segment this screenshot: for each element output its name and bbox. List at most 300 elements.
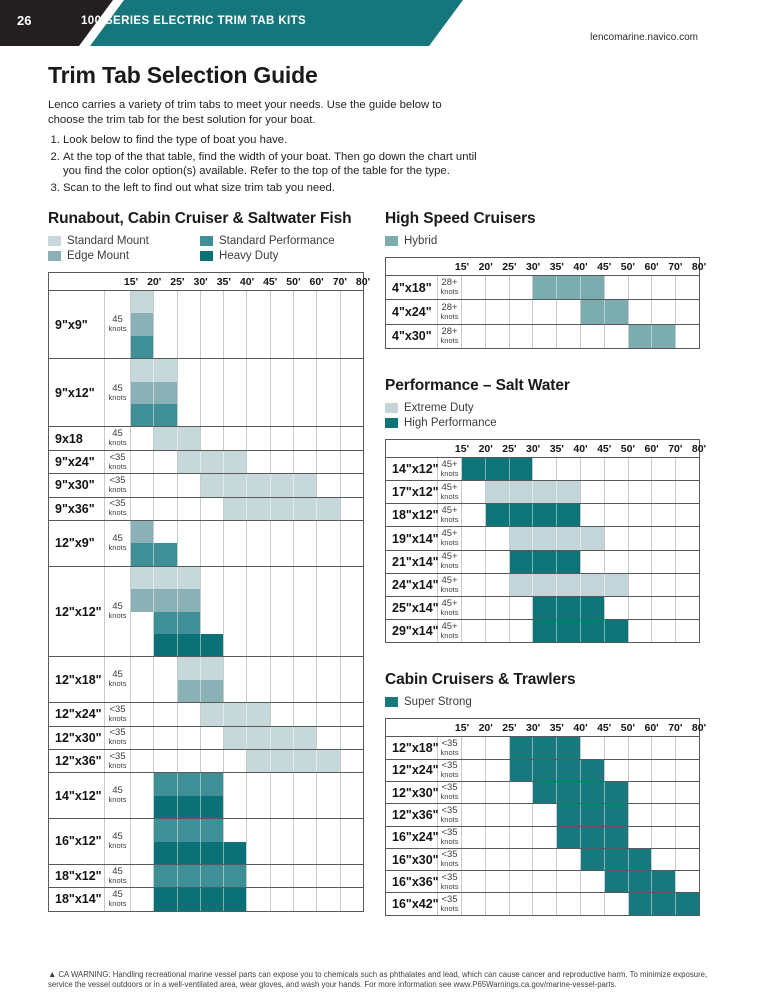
speed-label — [438, 300, 462, 323]
grid-cell — [604, 276, 628, 299]
speed-unit: knots — [440, 770, 459, 780]
grid-cell — [316, 359, 339, 381]
grid-cell — [200, 313, 223, 335]
boat-length-tick: 20' — [478, 442, 493, 455]
grid-cell — [293, 634, 316, 656]
boat-length-tick: 50' — [620, 261, 635, 273]
grid-cell — [246, 842, 269, 864]
grid-cell — [270, 589, 293, 611]
tab-size-label: 4"x18" — [386, 276, 438, 299]
band-subrow — [131, 865, 363, 887]
speed-value: 45 — [112, 382, 123, 394]
selection-table — [385, 257, 707, 349]
grid-cell — [604, 325, 628, 348]
grid-cell — [293, 382, 316, 404]
grid-cell — [509, 782, 533, 803]
grid-cell — [651, 300, 675, 323]
grid-cell — [532, 893, 556, 914]
grid-cell — [556, 325, 580, 348]
table-row — [49, 749, 363, 772]
speed-label — [438, 597, 462, 619]
boat-length-tick: 30' — [526, 442, 541, 455]
band-subrow — [131, 727, 363, 749]
coverage-band-cell — [509, 458, 533, 480]
boat-length-tick: 20' — [478, 722, 493, 735]
grid-cell — [223, 359, 246, 381]
coverage-band-cell — [509, 504, 533, 526]
grid-cell — [246, 567, 269, 589]
grid-cell — [270, 404, 293, 426]
grid-cell — [340, 634, 363, 656]
grid-cell — [340, 888, 363, 910]
grid-cell — [628, 300, 652, 323]
grid-cell — [316, 291, 339, 313]
legend-label: Standard Performance — [219, 235, 335, 247]
coverage-band-cell — [580, 849, 604, 870]
speed-value: 45 — [112, 831, 123, 843]
coverage-band-cell — [556, 276, 580, 299]
grid-cell — [131, 888, 153, 910]
grid-cell — [153, 727, 176, 749]
grid-cell — [651, 458, 675, 480]
grid-cell — [675, 300, 699, 323]
grid-cell — [223, 750, 246, 772]
website-url: lencomarine.navico.com — [590, 32, 698, 43]
speed-label — [438, 871, 462, 892]
legend-label: Super Strong — [404, 696, 472, 709]
tab-size-label: 17"x12" — [386, 481, 438, 503]
grid-cell — [532, 849, 556, 870]
coverage-band-cell — [200, 657, 223, 679]
grid-cell — [200, 589, 223, 611]
row-data-area — [462, 574, 699, 596]
speed-value: <35 — [109, 704, 126, 716]
speed-label — [438, 782, 462, 803]
grid-cell — [293, 773, 316, 795]
tab-size-label: 4"x24" — [386, 300, 438, 323]
section-runabout — [48, 210, 371, 912]
grid-cell — [177, 313, 200, 335]
speed-unit: knots — [440, 491, 459, 501]
speed-unit: knots — [440, 468, 459, 478]
grid-cell — [177, 382, 200, 404]
speed-unit: knots — [108, 461, 127, 471]
coverage-band-cell — [556, 804, 580, 825]
coverage-band-cell — [200, 842, 223, 864]
boat-length-tick: 80' — [691, 442, 707, 455]
grid-cell — [340, 680, 363, 702]
grid-cell — [200, 359, 223, 381]
coverage-band-cell — [223, 498, 246, 520]
grid-cell — [675, 871, 699, 892]
speed-unit: knots — [440, 287, 459, 297]
row-data-area — [131, 865, 363, 887]
grid-cell — [153, 703, 176, 725]
grid-cell — [340, 612, 363, 634]
grid-cell — [316, 657, 339, 679]
left-column — [48, 210, 371, 912]
grid-cell — [246, 888, 269, 910]
coverage-band-cell — [131, 404, 153, 426]
grid-cell — [340, 313, 363, 335]
grid-cell — [293, 404, 316, 426]
table-row — [386, 573, 699, 596]
speed-unit: knots — [440, 561, 459, 571]
coverage-band-cell — [293, 750, 316, 772]
legend — [385, 235, 700, 247]
grid-cell — [462, 827, 485, 848]
band-subrow — [131, 750, 363, 772]
speed-label — [438, 458, 462, 480]
row-data-area — [131, 291, 363, 358]
grid-cell — [293, 313, 316, 335]
grid-cell — [131, 842, 153, 864]
coverage-band-cell — [223, 865, 246, 887]
coverage-band-cell — [509, 551, 533, 573]
speed-label — [438, 737, 462, 758]
band-subrow — [131, 427, 363, 449]
grid-cell — [246, 521, 269, 543]
edge_mount-swatch — [48, 251, 61, 261]
boat-length-tick: 35' — [216, 276, 231, 288]
row-data-area — [462, 325, 699, 348]
speed-value: 45+ — [441, 621, 458, 633]
grid-cell — [580, 737, 604, 758]
grid-cell — [462, 527, 485, 549]
grid-cell — [293, 543, 316, 565]
coverage-band-cell — [604, 804, 628, 825]
coverage-band-cell — [532, 551, 556, 573]
grid-cell — [200, 612, 223, 634]
coverage-band-cell — [131, 313, 153, 335]
coverage-band-cell — [177, 865, 200, 887]
coverage-band-cell — [177, 451, 200, 473]
grid-cell — [270, 680, 293, 702]
grid-cell — [316, 773, 339, 795]
grid-cell — [200, 336, 223, 358]
grid-cell — [200, 498, 223, 520]
coverage-band-cell — [223, 703, 246, 725]
row-data-area — [462, 849, 699, 870]
tab-size-label: 16"x30" — [386, 849, 438, 870]
grid-cell — [177, 359, 200, 381]
grid-cell — [485, 849, 509, 870]
coverage-band-cell — [604, 620, 628, 642]
speed-value: <35 — [109, 475, 126, 487]
grid-cell — [340, 589, 363, 611]
grid-cell — [340, 521, 363, 543]
table-row — [386, 826, 699, 848]
section-high-speed — [385, 210, 707, 349]
grid-cell — [604, 737, 628, 758]
speed-label — [105, 750, 131, 772]
row-data-area — [462, 551, 699, 573]
grid-cell — [246, 589, 269, 611]
table-row — [49, 818, 363, 864]
speed-value: <35 — [441, 871, 458, 883]
grid-cell — [316, 888, 339, 910]
speed-label — [105, 291, 131, 358]
speed-label — [438, 849, 462, 870]
grid-cell — [532, 300, 556, 323]
coverage-band-cell — [532, 504, 556, 526]
grid-cell — [270, 359, 293, 381]
grid-cell — [509, 300, 533, 323]
grid-cell — [485, 527, 509, 549]
speed-unit: knots — [108, 714, 127, 724]
grid-cell — [651, 276, 675, 299]
grid-cell — [246, 657, 269, 679]
grid-cell — [485, 597, 509, 619]
speed-value: 28+ — [441, 277, 458, 289]
coverage-band-cell — [293, 474, 316, 496]
coverage-band-cell — [509, 737, 533, 758]
speed-label — [438, 893, 462, 914]
row-data-area — [131, 888, 363, 910]
coverage-band-cell — [177, 796, 200, 818]
boat-length-tick: 45' — [597, 261, 612, 273]
standard_performance-swatch — [200, 236, 213, 246]
grid-cell — [485, 620, 509, 642]
grid-cell — [270, 567, 293, 589]
grid-cell — [675, 276, 699, 299]
coverage-band-cell — [580, 620, 604, 642]
boat-length-tick: 30' — [193, 276, 208, 288]
coverage-band-cell — [131, 567, 153, 589]
grid-cell — [200, 404, 223, 426]
grid-cell — [153, 474, 176, 496]
grid-cell — [628, 458, 652, 480]
coverage-band-cell — [580, 804, 604, 825]
speed-label — [438, 551, 462, 573]
row-data-area — [131, 819, 363, 864]
grid-cell — [340, 543, 363, 565]
coverage-band-cell — [153, 567, 176, 589]
grid-cell — [462, 481, 485, 503]
speed-value: 45 — [112, 785, 123, 797]
grid-cell — [316, 543, 339, 565]
grid-cell — [675, 804, 699, 825]
coverage-band-cell — [485, 481, 509, 503]
boat-length-tick: 80' — [355, 276, 371, 288]
grid-cell — [223, 521, 246, 543]
coverage-band-cell — [293, 498, 316, 520]
coverage-band-cell — [604, 300, 628, 323]
grid-cell — [462, 504, 485, 526]
grid-cell — [604, 481, 628, 503]
table-row — [49, 702, 363, 725]
coverage-band-cell — [580, 527, 604, 549]
band-subrow — [131, 888, 363, 910]
grid-cell — [246, 634, 269, 656]
table-row — [49, 566, 363, 657]
coverage-band-cell — [177, 427, 200, 449]
coverage-band-cell — [153, 543, 176, 565]
grid-cell — [340, 427, 363, 449]
boat-length-tick: 15' — [454, 261, 470, 273]
grid-cell — [340, 703, 363, 725]
grid-cell — [177, 703, 200, 725]
tab-size-label: 9"x36" — [49, 498, 105, 520]
grid-cell — [532, 827, 556, 848]
boat-length-tick: 40' — [239, 276, 255, 288]
tab-size-label: 21"x14" — [386, 551, 438, 573]
legend-item-edge_mount — [48, 250, 200, 262]
coverage-band-cell — [131, 521, 153, 543]
coverage-band-cell — [604, 849, 628, 870]
boat-length-tick: 70' — [332, 276, 347, 288]
coverage-band-cell — [200, 888, 223, 910]
band-subrow — [131, 796, 363, 818]
grid-cell — [509, 804, 533, 825]
coverage-band-cell — [556, 527, 580, 549]
high_performance-swatch — [385, 418, 398, 428]
coverage-band-cell — [651, 871, 675, 892]
speed-value: 45 — [112, 669, 123, 681]
coverage-band-cell — [509, 760, 533, 781]
grid-cell — [270, 819, 293, 841]
grid-cell — [177, 521, 200, 543]
speed-unit: knots — [108, 760, 127, 770]
speed-value: 45+ — [441, 481, 458, 493]
coverage-band-cell — [153, 888, 176, 910]
coverage-band-cell — [177, 567, 200, 589]
grid-cell — [223, 634, 246, 656]
band-subrow — [462, 597, 699, 619]
grid-cell — [509, 849, 533, 870]
boat-length-tick: 60' — [644, 442, 659, 455]
coverage-band-cell — [509, 527, 533, 549]
speed-unit: knots — [108, 324, 127, 334]
page-number: 26 — [17, 13, 32, 28]
grid-cell — [270, 336, 293, 358]
speed-value: 45+ — [441, 574, 458, 586]
speed-label — [105, 451, 131, 473]
intro-description: Lenco carries a variety of trim tabs to meet your needs. Use the guide below to choose the trim tab for the best solution for your boat. — [48, 99, 442, 126]
coverage-band-cell — [131, 543, 153, 565]
speed-label — [105, 865, 131, 887]
speed-unit: knots — [108, 392, 127, 402]
coverage-band-cell — [651, 325, 675, 348]
tab-size-label: 19"x14" — [386, 527, 438, 549]
table-row — [386, 550, 699, 573]
section-cabin-trawlers — [385, 671, 707, 915]
grid-cell — [340, 498, 363, 520]
grid-cell — [293, 796, 316, 818]
table-row — [49, 520, 363, 566]
speed-value: 45 — [112, 533, 123, 545]
legend-item-standard_performance — [200, 235, 364, 247]
coverage-band-cell — [580, 597, 604, 619]
grid-cell — [340, 819, 363, 841]
table-row — [386, 892, 699, 914]
grid-cell — [246, 359, 269, 381]
grid-cell — [651, 804, 675, 825]
coverage-band-cell — [532, 620, 556, 642]
grid-cell — [223, 796, 246, 818]
grid-cell — [270, 796, 293, 818]
grid-cell — [246, 451, 269, 473]
speed-value: 45 — [112, 314, 123, 326]
boat-length-tick: 25' — [502, 722, 517, 735]
grid-cell — [651, 760, 675, 781]
grid-cell — [293, 359, 316, 381]
legend-item-high_performance — [385, 417, 700, 429]
coverage-band-cell — [153, 865, 176, 887]
grid-cell — [131, 865, 153, 887]
grid-cell — [131, 634, 153, 656]
grid-cell — [651, 737, 675, 758]
tab-size-label: 12"x30" — [386, 782, 438, 803]
grid-cell — [177, 727, 200, 749]
grid-cell — [675, 325, 699, 348]
coverage-band-cell — [532, 760, 556, 781]
coverage-band-cell — [131, 589, 153, 611]
grid-cell — [651, 574, 675, 596]
grid-cell — [675, 481, 699, 503]
grid-cell — [556, 871, 580, 892]
band-subrow — [462, 551, 699, 573]
coverage-band-cell — [246, 498, 269, 520]
grid-cell — [270, 634, 293, 656]
row-data-area — [462, 760, 699, 781]
grid-cell — [485, 325, 509, 348]
grid-cell — [509, 871, 533, 892]
grid-cell — [509, 325, 533, 348]
grid-cell — [316, 796, 339, 818]
grid-cell — [340, 474, 363, 496]
grid-cell — [509, 597, 533, 619]
grid-cell — [223, 657, 246, 679]
coverage-band-cell — [532, 574, 556, 596]
grid-cell — [270, 865, 293, 887]
boat-length-tick: 35' — [549, 722, 564, 735]
speed-value: 45+ — [441, 505, 458, 517]
grid-cell — [580, 871, 604, 892]
coverage-band-cell — [153, 382, 176, 404]
grid-cell — [200, 521, 223, 543]
grid-cell — [628, 760, 652, 781]
table-row — [386, 737, 699, 758]
grid-cell — [462, 551, 485, 573]
grid-cell — [462, 893, 485, 914]
boat-length-tick: 30' — [526, 261, 541, 273]
grid-cell — [293, 888, 316, 910]
grid-cell — [556, 893, 580, 914]
speed-value: <35 — [441, 804, 458, 816]
grid-cell — [340, 567, 363, 589]
grid-cell — [200, 291, 223, 313]
grid-cell — [485, 276, 509, 299]
boat-length-tick: 45' — [263, 276, 278, 288]
grid-cell — [131, 727, 153, 749]
coverage-band-cell — [293, 727, 316, 749]
speed-label — [105, 521, 131, 566]
grid-cell — [340, 404, 363, 426]
tab-size-label: 14"x12" — [49, 773, 105, 818]
band-subrow — [131, 819, 363, 841]
grid-cell — [628, 597, 652, 619]
grid-cell — [604, 760, 628, 781]
boat-length-tick: 70' — [668, 442, 683, 455]
grid-cell — [153, 680, 176, 702]
grid-cell — [462, 620, 485, 642]
grid-cell — [246, 382, 269, 404]
grid-cell — [556, 849, 580, 870]
speed-value: <35 — [109, 750, 126, 762]
grid-cell — [556, 300, 580, 323]
speed-unit: knots — [440, 747, 459, 757]
